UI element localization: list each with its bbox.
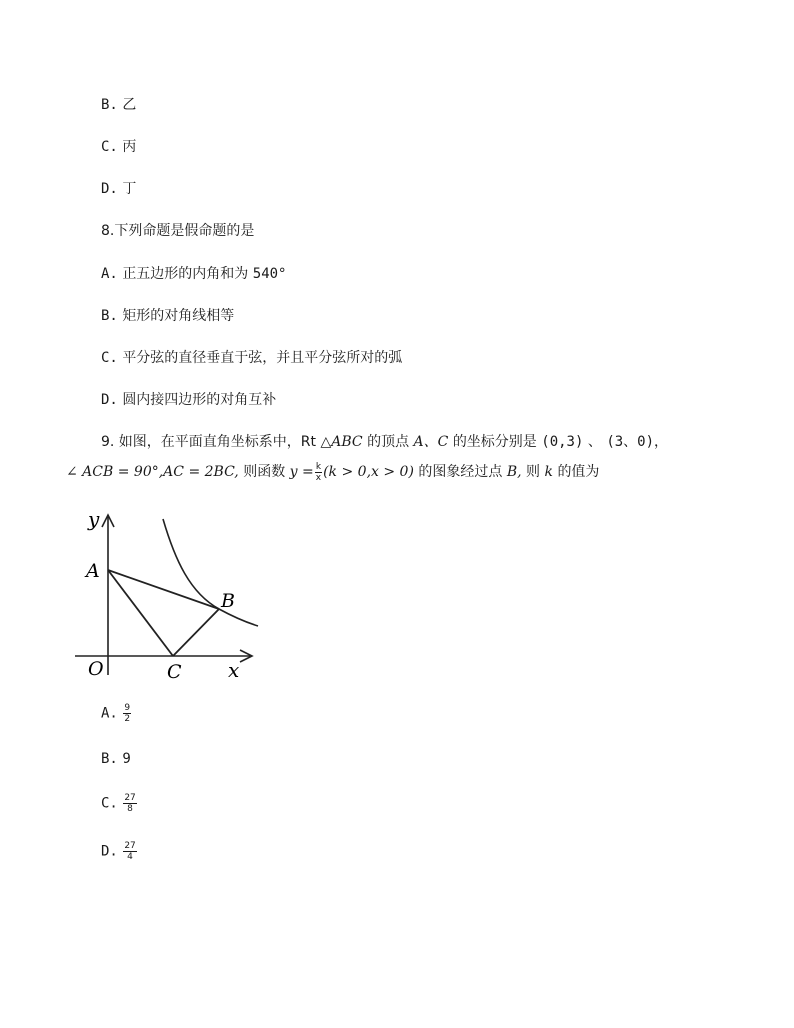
q7-option-c: [101, 136, 136, 156]
q8-option-c: [101, 347, 402, 367]
option-label: C.: [101, 795, 118, 812]
option-label: A.: [101, 705, 118, 722]
option-fraction: [123, 841, 136, 862]
q9-points: A、C: [413, 434, 449, 450]
q9-coord-c: (3、0)，: [606, 434, 669, 450]
q9-option-d: [101, 841, 138, 862]
q8-option-d: [101, 389, 276, 409]
q9-text: 的顶点: [367, 434, 410, 450]
fraction-denominator: 8: [127, 804, 133, 814]
option-label: A.: [101, 266, 118, 282]
q9-func-fraction: [315, 462, 322, 483]
fraction-denominator: 4: [127, 852, 133, 862]
fraction-denominator: x: [315, 472, 322, 483]
option-label: B.: [101, 308, 118, 324]
label-y: y: [88, 507, 100, 531]
q9-func-y: y =: [289, 464, 314, 480]
label-x: x: [228, 658, 240, 682]
label-a: A: [86, 560, 100, 582]
segment-ab: [108, 570, 219, 609]
label-c: C: [167, 661, 182, 683]
q9-text: 的图象经过点: [418, 464, 503, 480]
q9-text: 的坐标分别是: [452, 434, 537, 450]
q8-stem: 8.下列命题是假命题的是: [101, 223, 255, 239]
fraction-numerator: 9: [124, 703, 131, 713]
q9-text: 的值为: [557, 464, 600, 480]
option-text: 正五边形的内角和为: [122, 266, 249, 282]
option-label: B.: [101, 751, 118, 767]
fraction-numerator: 27: [124, 841, 136, 851]
option-text: 9: [122, 751, 131, 767]
fraction-numerator: k: [315, 461, 322, 472]
q8-option-a: [101, 263, 286, 283]
segment-ac: [108, 570, 173, 656]
q9-figure: [70, 505, 270, 690]
label-b: B: [221, 590, 235, 612]
q9-stem-line2: [66, 461, 599, 483]
option-label: D.: [101, 392, 118, 408]
option-text: 圆内接四边形的对角互补: [122, 392, 277, 408]
option-label: D.: [101, 843, 118, 860]
q9-text: 9. 如图，在平面直角坐标系中，Rt: [101, 434, 317, 450]
option-text: 丙: [122, 139, 137, 155]
q9-option-b: [101, 751, 131, 767]
q9-sep: 、: [587, 434, 602, 450]
q8-option-b: [101, 305, 234, 325]
option-fraction: [123, 703, 131, 724]
q9-func-condition: (k > 0,x > 0): [323, 464, 414, 480]
q7-option-d: [101, 178, 136, 198]
option-fraction: [123, 793, 136, 814]
option-text: 丁: [122, 181, 137, 197]
option-label: C.: [101, 139, 118, 155]
q9-option-c: [101, 793, 138, 814]
q9-angle-condition: ∠ ACB = 90°,AC = 2BC,: [66, 464, 239, 480]
option-text: 矩形的对角线相等: [122, 308, 235, 324]
q9-coord-a: (0,3): [541, 434, 584, 450]
segment-cb: [173, 609, 219, 656]
q9-stem-line1: [101, 431, 668, 451]
option-text: 乙: [122, 97, 137, 113]
option-label: C.: [101, 350, 118, 366]
q9-text: 则函数: [243, 464, 286, 480]
q9-option-a: [101, 703, 132, 724]
option-text: 平分弦的直径垂直于弦，并且平分弦所对的弧: [122, 350, 403, 366]
q7-option-b: [101, 94, 136, 114]
q9-text: 则: [526, 464, 541, 480]
q9-var-k: k: [544, 464, 553, 480]
option-label: D.: [101, 181, 118, 197]
option-value: 540°: [252, 266, 287, 282]
fraction-numerator: 27: [124, 793, 136, 803]
hyperbola-curve: [163, 519, 258, 626]
label-o: O: [88, 658, 104, 680]
q9-point-b: B,: [506, 464, 522, 480]
fraction-denominator: 2: [124, 714, 131, 724]
option-label: B.: [101, 97, 118, 113]
q9-triangle: △ABC: [320, 434, 363, 450]
